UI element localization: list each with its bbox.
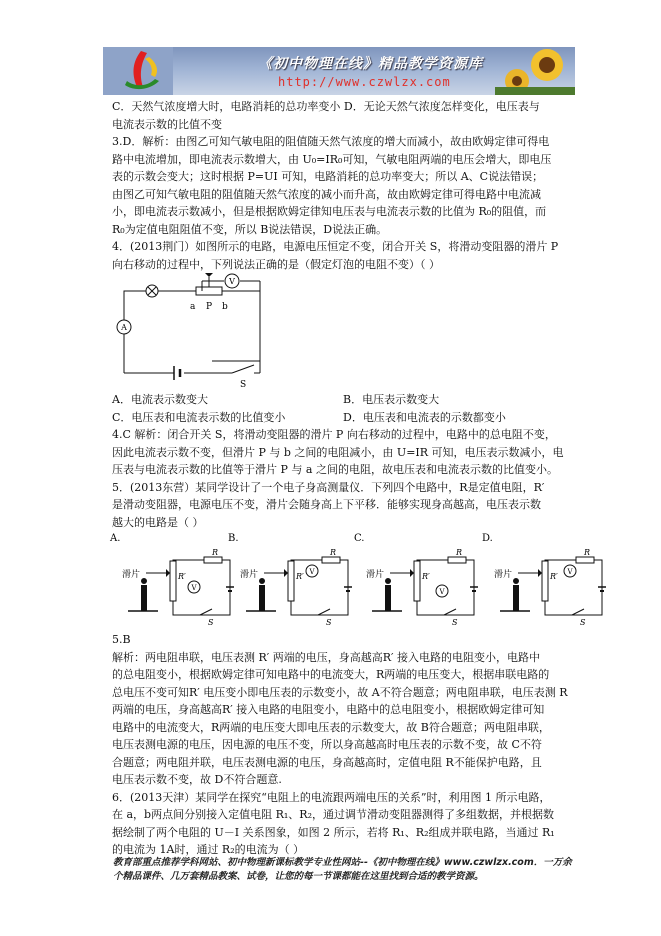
switch-icon: [200, 609, 212, 615]
text-line: 电流表示数的比值不变: [112, 117, 222, 131]
voltmeter-label: V: [439, 588, 445, 596]
rheostat-icon: [288, 561, 294, 601]
text-line: C．天然气浓度增大时，电路消耗的总功率变小 D．无论天然气浓度怎样变化，电压表与: [112, 100, 540, 113]
question-6-stem: 在 a，b两点间分别接入定值电阻 R₁、R₂，通过调节滑动变阻器测得了多组数据，并根据数: [112, 808, 554, 821]
resistor-label: R: [330, 548, 337, 557]
resistor-icon: [322, 557, 340, 563]
header-banner: [103, 47, 575, 95]
wire: [291, 560, 348, 615]
text-line: 两端的电压，身高越高R′ 接入电路的电阻变小，电路中的总电阻变小，根据欧姆定律可知: [112, 703, 545, 716]
voltmeter-label: V: [567, 568, 573, 576]
resistor-label: R: [212, 548, 219, 557]
option-c: C．电压表和电流表示数的比值变小: [112, 410, 286, 424]
rheostat-label: R′: [422, 572, 430, 581]
question-6-stem: 6．(2013天津）某同学在探究“电阻上的电流跟两端电压的关系”时，利用图 1 所示电路，: [112, 790, 551, 804]
text-line: 因此电流表示数不变，但滑片 P 与 b 之间的电阻减小，由 U=IR 可知，电压表示数减小，电: [112, 445, 564, 459]
slider-label: 滑片: [494, 570, 513, 580]
sunflower-icon: [495, 47, 575, 95]
text-line: 3.D．解析：由图乙可知气敏电阻的阻值随天然气浓度的增大而减小，故由欧姆定律可得电: [112, 135, 550, 148]
text-line: 电压表测电源的电压，因电源的电压不变，所以身高越高时电压表的示数不变，故 C不符: [112, 738, 542, 751]
ammeter-label: A: [121, 323, 127, 332]
question-4-options-row: [112, 391, 574, 409]
text-line: 小，即电流表示数减小，但是根据欧姆定律知电压表与电流表示数的比值为 R₀的阻值，而: [112, 205, 547, 218]
text-line: 压表与电流表示数的比值等于滑片 P 与 a 之间的电阻，故电压表和电流表示数的比值变小。: [112, 463, 558, 476]
question-4-stem: 4．(2013荆门）如图所示的电路，电源电压恒定不变，闭合开关 S，将滑动变阻器的滑片 P: [112, 240, 559, 253]
rheostat-icon: [170, 561, 176, 601]
resistor-icon: [204, 557, 222, 563]
wire: [173, 560, 204, 561]
figure-label: D.: [482, 533, 493, 544]
wire: [291, 560, 322, 561]
height-meter-circuits: [108, 531, 591, 631]
question-5-stem: 越大的电路是（ ）: [112, 515, 204, 529]
switch-icon: [318, 609, 330, 615]
question-4-options-row: [112, 409, 574, 427]
text-line: 的总电阻变小，根据欧姆定律可知电路中的电流变大，R两端的电压变大，根据串联电路的: [112, 668, 550, 681]
rheostat-icon: [414, 561, 420, 601]
wire: [173, 560, 230, 615]
question-4-circuit-figure: [112, 273, 574, 391]
question-5-figures: [108, 531, 591, 631]
switch-label: S: [208, 618, 214, 627]
rheostat-label: R′: [550, 572, 558, 581]
text-line: 电压表示数不变，故 D不符合题意.: [112, 773, 282, 786]
text-line: 表的示数会变大；这时根据 P=UI 可知，电路消耗的总功率变大；所以 A、C说法错误；: [112, 170, 544, 183]
person-body-icon: [141, 585, 147, 611]
rheostat-label: R′: [178, 572, 186, 581]
lamp-icon: [146, 285, 158, 297]
resistor-label: R: [584, 548, 591, 557]
text-line: 路中电流增加，即电流表示数增大，由 U₀=IR₀可知，气敏电阻两端的电压会增大，即电压: [112, 152, 552, 166]
text-line: 总电压不变可知R′ 电压变小即电压表的示数变小，故 A不符合题意；两电阻串联，电压表测 R: [112, 685, 568, 699]
option-b: B．电压表示数变大: [343, 393, 440, 406]
banner-title: 《初中物理在线》精品教学资源库: [258, 56, 483, 72]
document-body: [110, 98, 591, 859]
figure-label: A.: [110, 533, 121, 544]
rheostat-label: R′: [296, 572, 304, 581]
slider-label: 滑片: [122, 570, 141, 580]
terminal-a-label: a: [190, 302, 196, 312]
question-5-stem: 5．(2013东营）某同学设计了一个电子身高测量仪．下列四个电路中，R是定值电阻，R′: [112, 480, 545, 494]
wire: [417, 560, 448, 561]
voltmeter-label: V: [309, 568, 315, 576]
switch-label: S: [580, 618, 586, 627]
person-body-icon: [385, 585, 391, 611]
figure-label: B.: [228, 533, 239, 544]
rheostat-icon: [542, 561, 548, 601]
person-head-icon: [259, 578, 265, 584]
resistor-icon: [448, 557, 466, 563]
text-line: 由图乙可知气敏电阻的阻值随天然气浓度的减小而升高，故由欧姆定律可得电路中电流减: [112, 187, 541, 201]
text-line: R₀为定值电阻阻值不变，所以 B说法错误，D说法正确。: [112, 222, 388, 236]
wire: [545, 560, 576, 561]
option-a: A．电流表示数变大: [112, 393, 208, 406]
voltmeter-label: V: [191, 584, 197, 592]
figure-label: C.: [354, 533, 365, 544]
slider-label: 滑片: [240, 570, 259, 580]
slider-p-label: P: [206, 302, 213, 312]
banner-url[interactable]: http://www.czwlzx.com: [278, 75, 451, 89]
site-logo-icon: [103, 47, 173, 95]
page-footer: 教育部重点推荐学科网站、初中物理新课标教学专业性网站--《初中物理在线》www.czwlzx.com．一万余个精品课件、几万套精品教案、试卷，让您的每一节课都能在这里找到合适的教学资源。: [113, 857, 572, 882]
text-line: 电路中的电流变大，R两端的电压变大即电压表的示数变大，故 B符合题意；两电阻串联，: [112, 720, 550, 734]
voltmeter-label: V: [229, 277, 235, 286]
circuit-diagram: [112, 273, 312, 391]
slider-label: 滑片: [366, 570, 385, 580]
person-head-icon: [385, 578, 391, 584]
question-6-stem: 的电流为 1A时，通过 R₂的电流为（ ）: [112, 843, 305, 856]
switch-label: S: [452, 618, 458, 627]
resistor-label: R: [456, 548, 463, 557]
person-head-icon: [513, 578, 519, 584]
person-body-icon: [513, 585, 519, 611]
switch-label: S: [326, 618, 332, 627]
text-line: 解析：两电阻串联，电压表测 R′ 两端的电压，身高越高R′ 接入电路的电阻变小，电路中: [112, 650, 541, 664]
resistor-icon: [576, 557, 594, 563]
question-6-stem: 据绘制了两个电阻的 U－I 关系图象，如图 2 所示，若将 R₁、R₂组成并联电路，当通过 R₁: [112, 825, 555, 839]
switch-icon: [572, 609, 584, 615]
question-4-stem: 向右移动的过程中，下列说法正确的是（假定灯泡的电阻不变）（ ）: [112, 257, 440, 271]
text-line: 合题意；两电阻并联，电压表测电源的电压，身高越高时，定值电阻 R不能保护电路，且: [112, 755, 542, 769]
option-d: D．电压表和电流表的示数都变小: [343, 410, 506, 424]
person-head-icon: [141, 578, 147, 584]
person-body-icon: [259, 585, 265, 611]
question-5-stem: 是滑动变阻器，电源电压不变，滑片会随身高上下平移．能够实现身高越高，电压表示数: [112, 498, 541, 511]
switch-label: S: [240, 380, 247, 390]
terminal-b-label: b: [222, 302, 228, 312]
text-line: 5.B: [112, 633, 131, 646]
switch-icon: [444, 609, 456, 615]
text-line: 4.C 解析：闭合开关 S，将滑动变阻器的滑片 P 向右移动的过程中，电路中的总电阻不变，: [112, 428, 556, 441]
